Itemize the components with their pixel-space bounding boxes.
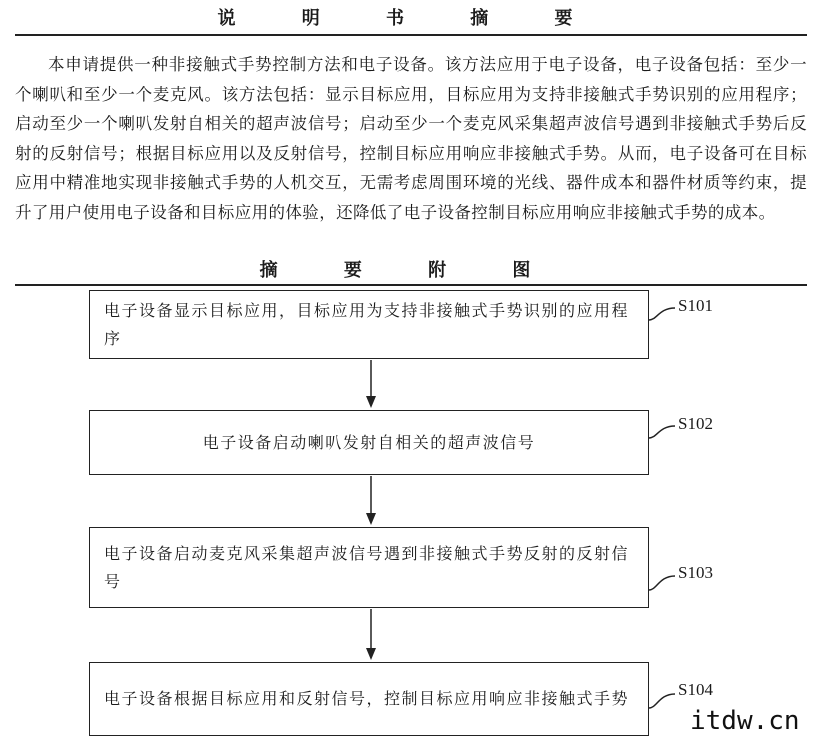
flowchart-step-s101 [89, 290, 649, 359]
step-s102-label: S102 [678, 414, 713, 433]
flow-arrow-1 [364, 360, 378, 410]
flowchart-step-s104 [89, 662, 649, 736]
step-s103-label: S103 [678, 563, 713, 582]
step-s101-text: 电子设备显示目标应用，目标应用为支持非接触式手势识别的应用程序 [104, 300, 630, 348]
leader-line-s101 [649, 300, 679, 330]
figure-divider [15, 284, 807, 286]
leader-line-s102 [649, 418, 679, 448]
figure-title: 摘 要 附 图 [259, 260, 561, 281]
flowchart-step-s102 [89, 410, 649, 475]
step-s104-text: 电子设备根据目标应用和反射信号，控制目标应用响应非接触式手势 [104, 689, 630, 708]
abstract-text: 本申请提供一种非接触式手势控制方法和电子设备。该方法应用于电子设备，电子设备包括：至少一个喇叭和至少一个麦克风。该方法包括：显示目标应用，目标应用为支持非接触式手势识别的应用程序；启动至少一个喇叭发射自相关的超声波信号；启动至少一个麦克风采集超声波信号遇到非接触式手势后反射的反射信号；根据目标应用以及反射信号，控制目标应用响应非接触式手势。从而，电子设备可在目标应用中精准地实现非接触式手势的人机交互，无需考虑周围环境的光线、器件成本和器件材质等约束，提升了用户使用电子设备和目标应用的体验，还降低了电子设备控制目标应用响应非接触式手势的成本。 [15, 55, 807, 222]
flowchart-step-s103 [89, 527, 649, 608]
leader-line-s104 [649, 686, 679, 716]
step-s101-label: S101 [678, 296, 713, 315]
page-title: 说 明 书 摘 要 [217, 8, 603, 29]
step-s103-text: 电子设备启动麦克风采集超声波信号遇到非接触式手势反射的反射信号 [104, 543, 630, 591]
flow-arrow-2 [364, 476, 378, 527]
flow-arrow-3 [364, 609, 378, 662]
leader-line-s103 [649, 568, 679, 598]
step-s102-text: 电子设备启动喇叭发射自相关的超声波信号 [202, 432, 536, 452]
title-divider [15, 34, 807, 36]
step-s104-label: S104 [678, 680, 713, 699]
site-watermark: itdw.cn [690, 706, 800, 736]
